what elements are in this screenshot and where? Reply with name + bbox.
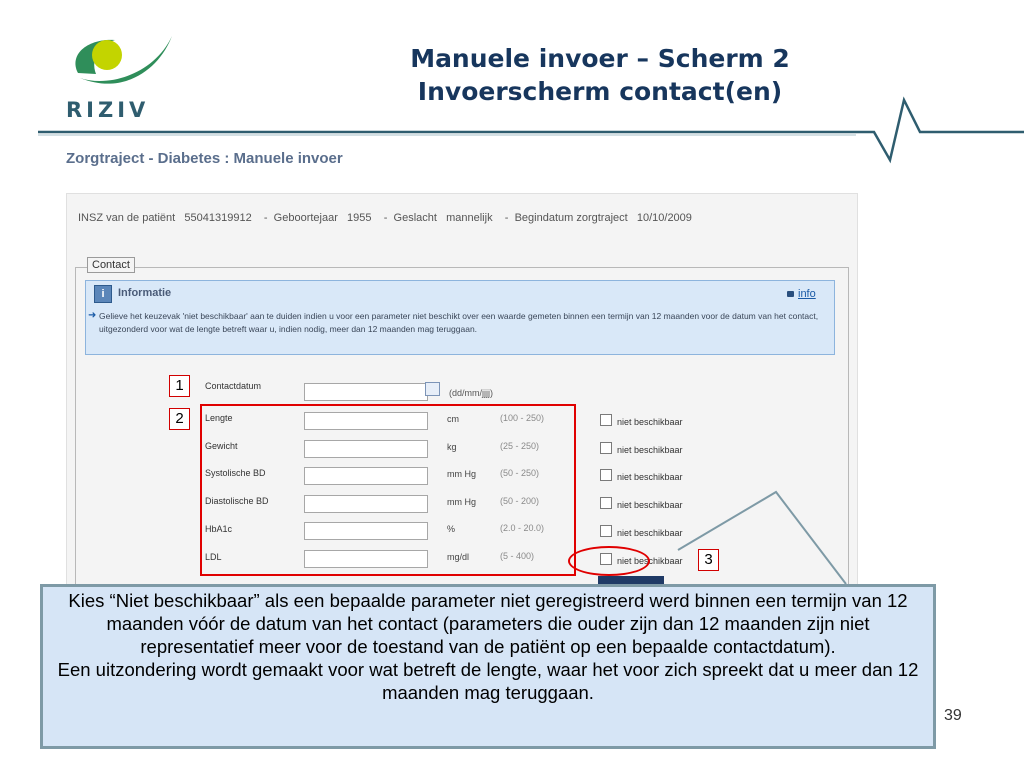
param-label-lengte: Lengte bbox=[205, 413, 233, 423]
calendar-icon[interactable] bbox=[425, 382, 440, 396]
param-label-gewicht: Gewicht bbox=[205, 441, 238, 451]
page-number: 39 bbox=[944, 707, 962, 724]
date-format-hint: (dd/mm/jjjj) bbox=[449, 388, 493, 398]
arrow-right-icon: ➜ bbox=[88, 310, 97, 321]
slide-title-line1: Manuele invoer – Scherm 2 bbox=[410, 44, 790, 73]
param-unit: mg/dl bbox=[447, 552, 470, 562]
contactdatum-label: Contactdatum bbox=[205, 381, 262, 391]
patient-info: INSZ van de patiënt 55041319912 - Geboortejaar 1955 - Geslacht mannelijk - Begindatum zorgtraject 10/10/2009 bbox=[78, 212, 692, 224]
niet-beschikbaar-checkbox[interactable] bbox=[600, 414, 612, 426]
niet-beschikbaar-label: niet beschikbaar bbox=[617, 445, 683, 455]
info-text: Gelieve het keuzevak 'niet beschikbaar' aan te duiden indien u voor een parameter niet beschikt over een waarde gemeten binnen een termijn van 12 maanden voor de datum van het contact, uitgezonderd voor wat de lengte betreft waar u, indien nodig, meer dan 12 maanden mag teruggaan. bbox=[99, 311, 819, 334]
callout-main-text: Kies “Niet beschikbaar” als een bepaalde parameter niet geregistreerd werd binnen een termijn van 12 maanden vóór de datum van het contact (parameters die ouder zijn dan 12 maanden zijn niet representatief meer voor de toestand van de patiënt op een bepaalde contactdatum). bbox=[68, 590, 908, 657]
param-unit: kg bbox=[447, 442, 457, 452]
niet-beschikbaar-label: niet beschikbaar bbox=[617, 500, 683, 510]
niet-beschikbaar-checkbox[interactable] bbox=[600, 442, 612, 454]
param-label-systolische-bd: Systolische BD bbox=[205, 468, 266, 478]
marker-3: 3 bbox=[698, 549, 719, 571]
param-range: (50 - 200) bbox=[500, 496, 540, 506]
niet-beschikbaar-label: niet beschikbaar bbox=[617, 417, 683, 427]
param-label-hba1c: HbA1c bbox=[205, 524, 233, 534]
screen-title: Zorgtraject - Diabetes : Manuele invoer bbox=[66, 150, 343, 167]
callout-text bbox=[48, 589, 928, 704]
info-link-icon bbox=[787, 291, 794, 297]
param-range: (100 - 250) bbox=[500, 413, 545, 423]
param-unit: mm Hg bbox=[447, 497, 476, 507]
info-link-label: info bbox=[798, 288, 816, 300]
info-icon: i bbox=[94, 285, 112, 303]
niet-beschikbaar-label: niet beschikbaar bbox=[617, 472, 683, 482]
niet-beschikbaar-label: niet beschikbaar bbox=[617, 556, 683, 566]
niet-beschikbaar-checkbox[interactable] bbox=[600, 525, 612, 537]
riziv-logo bbox=[60, 28, 180, 100]
param-range: (5 - 400) bbox=[500, 551, 535, 561]
logo-text: RIZIV bbox=[66, 98, 150, 122]
parameters-highlight-box bbox=[200, 404, 576, 576]
contact-legend: Contact bbox=[87, 257, 135, 273]
param-unit: cm bbox=[447, 414, 459, 424]
info-title: Informatie bbox=[118, 287, 172, 299]
param-range: (25 - 250) bbox=[500, 441, 540, 451]
niet-beschikbaar-checkbox[interactable] bbox=[600, 497, 612, 509]
callout-pointer bbox=[670, 488, 850, 588]
marker-2: 2 bbox=[169, 408, 190, 430]
slide-title-line2: Invoerscherm contact(en) bbox=[417, 77, 783, 106]
param-label-diastolische-bd: Diastolische BD bbox=[205, 496, 269, 506]
param-range: (50 - 250) bbox=[500, 468, 540, 478]
niet-beschikbaar-checkbox[interactable] bbox=[600, 469, 612, 481]
param-unit: % bbox=[447, 524, 456, 534]
contactdatum-input[interactable] bbox=[304, 383, 428, 401]
niet-beschikbaar-label: niet beschikbaar bbox=[617, 528, 683, 538]
callout-exception-text: Een uitzondering wordt gemaakt voor wat betreft de lengte, waar het voor zich spreekt dat u meer dan 12 maanden mag teruggaan. bbox=[57, 659, 919, 703]
param-range: (2.0 - 20.0) bbox=[500, 523, 545, 533]
marker-1: 1 bbox=[169, 375, 190, 397]
param-label-ldl: LDL bbox=[205, 552, 222, 562]
checkbox-highlight-ellipse bbox=[568, 546, 650, 576]
info-link[interactable] bbox=[787, 288, 816, 300]
param-unit: mm Hg bbox=[447, 469, 476, 479]
